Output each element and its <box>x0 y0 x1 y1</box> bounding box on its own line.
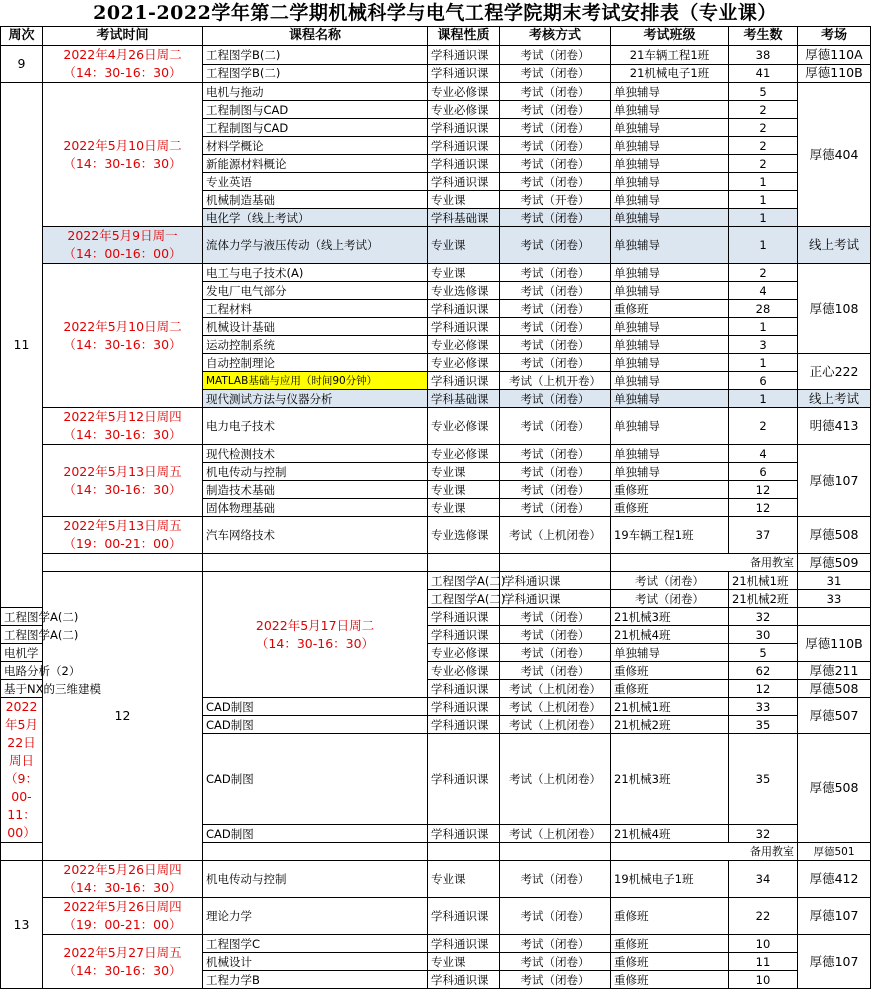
course-nature: 学科基础课 <box>428 390 500 408</box>
student-count: 22 <box>729 898 798 935</box>
course-nature: 学科通识课 <box>428 300 500 318</box>
exam-room: 线上考试 <box>798 390 871 408</box>
assessment: 考试（闭卷） <box>500 264 611 282</box>
exam-class: 单独辅导 <box>611 318 729 336</box>
course-name: 工程图学A(二) <box>1 626 43 644</box>
course-nature: 学科通识课 <box>428 971 500 989</box>
course-nature: 学科通识课 <box>428 155 500 173</box>
course-nature: 学科通识课 <box>428 698 500 716</box>
assessment: 考试（闭卷） <box>500 662 611 680</box>
student-count: 62 <box>729 662 798 680</box>
course-nature: 专业必修课 <box>428 662 500 680</box>
course-nature: 专业课 <box>428 499 500 517</box>
course-name: CAD制图 <box>203 716 428 734</box>
exam-class: 单独辅导 <box>611 463 729 481</box>
table-row <box>1 46 871 65</box>
exam-room: 厚德507 <box>798 698 871 734</box>
exam-class: 21车辆工程1班 <box>611 46 729 65</box>
course-name: 理论力学 <box>203 898 428 935</box>
course-name: 汽车网络技术 <box>203 517 428 554</box>
exam-class: 21机械1班 <box>729 572 798 590</box>
student-count: 2 <box>729 119 798 137</box>
student-count: 1 <box>729 173 798 191</box>
assessment: 考试（闭卷） <box>500 300 611 318</box>
course-nature: 学科通识课 <box>428 119 500 137</box>
course-name: 基于NX的三维建模 <box>1 680 43 698</box>
exam-class: 单独辅导 <box>611 191 729 209</box>
course-name: 工程图学C <box>203 935 428 953</box>
assessment: 考试（闭卷） <box>500 155 611 173</box>
course-nature: 学科通识课 <box>428 680 500 698</box>
exam-room: 厚德110A <box>798 46 871 65</box>
exam-room: 厚德211 <box>798 662 871 680</box>
assessment: 考试（闭卷） <box>500 390 611 408</box>
exam-class: 19机械电子1班 <box>611 861 729 898</box>
page-title: 2021-2022学年第二学期机械科学与电气工程学院期末考试安排表（专业课） <box>93 2 777 24</box>
exam-class: 单独辅导 <box>611 209 729 227</box>
course-nature: 学科通识课 <box>428 935 500 953</box>
student-count: 2 <box>729 101 798 119</box>
assessment: 考试（闭卷） <box>500 318 611 336</box>
exam-time: 2022年4月26日周二 （14：30-16：30） <box>43 46 203 83</box>
assessment: 考试（闭卷） <box>500 209 611 227</box>
course-nature: 学科通识课 <box>428 318 500 336</box>
course-name: 制造技术基础 <box>203 481 428 499</box>
course-nature: 专业必修课 <box>428 408 500 445</box>
assessment: 考试（闭卷） <box>611 572 729 590</box>
exam-class: 单独辅导 <box>611 354 729 372</box>
course-nature: 专业课 <box>428 463 500 481</box>
course-nature: 学科通识课 <box>428 734 500 825</box>
exam-class: 重修班 <box>611 935 729 953</box>
assessment: 考试（闭卷） <box>500 64 611 83</box>
exam-room: 厚德508 <box>798 680 871 698</box>
course-name: 机电传动与控制 <box>203 861 428 898</box>
exam-class: 单独辅导 <box>611 408 729 445</box>
table-row <box>1 83 871 101</box>
table-row <box>1 264 871 282</box>
student-count: 1 <box>729 209 798 227</box>
exam-time: 2022年5月9日周一 （14：00-16：00） <box>43 227 203 264</box>
assessment: 考试（上机闭卷） <box>500 698 611 716</box>
course-nature: 专业课 <box>428 191 500 209</box>
assessment: 考试（上机闭卷） <box>500 716 611 734</box>
student-count: 33 <box>729 698 798 716</box>
course-nature: 学科通识课 <box>428 608 500 626</box>
exam-class: 21机械3班 <box>611 734 729 825</box>
table-row <box>1 935 871 953</box>
exam-class: 21机械2班 <box>729 590 798 608</box>
assessment: 考试（上机闭卷） <box>500 680 611 698</box>
course-name: 工程图学A(二) <box>428 590 500 608</box>
table-row <box>1 408 871 445</box>
assessment: 考试（上机闭卷） <box>500 734 611 825</box>
exam-time: 2022年5月10日周二 （14：30-16：30） <box>43 83 203 227</box>
exam-class: 单独辅导 <box>611 445 729 463</box>
course-nature: 学科基础课 <box>428 209 500 227</box>
course-nature: 专业必修课 <box>428 445 500 463</box>
table-row <box>1 445 871 463</box>
student-count: 10 <box>729 971 798 989</box>
assessment: 考试（闭卷） <box>500 46 611 65</box>
header-course: 课程名称 <box>203 27 428 46</box>
exam-class: 19车辆工程1班 <box>611 517 729 554</box>
exam-class: 重修班 <box>611 300 729 318</box>
course-nature: 学科通识课 <box>428 716 500 734</box>
student-count: 33 <box>798 590 871 608</box>
student-count: 6 <box>729 372 798 390</box>
exam-time: 2022年5月17日周二 （14：30-16：30） <box>203 572 428 698</box>
assessment: 考试（闭卷） <box>500 499 611 517</box>
course-nature: 学科通识课 <box>428 825 500 843</box>
header-week: 周次 <box>1 27 43 46</box>
header-room: 考场 <box>798 27 871 46</box>
student-count: 12 <box>729 680 798 698</box>
exam-room: 厚德107 <box>798 898 871 935</box>
exam-schedule-table <box>0 26 871 989</box>
course-nature: 学科通识课 <box>428 64 500 83</box>
header-nature: 课程性质 <box>428 27 500 46</box>
course-name: 专业英语 <box>203 173 428 191</box>
course-name: 运动控制系统 <box>203 336 428 354</box>
spare-room-label: 备用教室 <box>611 554 798 572</box>
course-name: 工程制图与CAD <box>203 119 428 137</box>
exam-class: 单独辅导 <box>611 390 729 408</box>
student-count: 2 <box>729 137 798 155</box>
course-name: CAD制图 <box>203 698 428 716</box>
course-name: 发电厂电气部分 <box>203 282 428 300</box>
student-count: 32 <box>729 825 798 843</box>
student-count: 2 <box>729 408 798 445</box>
course-name: 电化学（线上考试） <box>203 209 428 227</box>
exam-class: 重修班 <box>611 680 729 698</box>
course-nature: 学科通识课 <box>500 572 611 590</box>
student-count: 2 <box>729 155 798 173</box>
course-name: 电力电子技术 <box>203 408 428 445</box>
student-count: 10 <box>729 935 798 953</box>
week-cell: 9 <box>1 46 43 83</box>
course-name: 材料学概论 <box>203 137 428 155</box>
course-nature: 专业必修课 <box>428 101 500 119</box>
assessment: 考试（闭卷） <box>500 137 611 155</box>
exam-room: 厚德108 <box>798 264 871 354</box>
course-name: 电机学 <box>1 644 43 662</box>
student-count: 35 <box>729 716 798 734</box>
assessment: 考试（闭卷） <box>500 354 611 372</box>
exam-class: 重修班 <box>611 662 729 680</box>
assessment: 考试（闭卷） <box>500 608 611 626</box>
student-count: 12 <box>729 481 798 499</box>
student-count: 2 <box>729 264 798 282</box>
exam-class: 重修班 <box>611 499 729 517</box>
course-nature: 学科通识课 <box>428 372 500 390</box>
exam-class: 单独辅导 <box>611 282 729 300</box>
exam-class: 单独辅导 <box>611 155 729 173</box>
course-name: 现代检测技术 <box>203 445 428 463</box>
table-row <box>1 517 871 554</box>
course-nature: 学科通识课 <box>428 626 500 644</box>
exam-room: 厚德110B <box>798 626 871 662</box>
student-count: 12 <box>729 499 798 517</box>
exam-class: 单独辅导 <box>611 137 729 155</box>
exam-time: 2022年5月26日周四 （14：30-16：30） <box>43 861 203 898</box>
course-nature: 专业必修课 <box>428 336 500 354</box>
week-cell: 12 <box>43 572 203 861</box>
course-name: 工程图学A(二) <box>1 608 43 626</box>
assessment: 考试（闭卷） <box>500 463 611 481</box>
student-count: 11 <box>729 953 798 971</box>
exam-class: 重修班 <box>611 898 729 935</box>
assessment: 考试（闭卷） <box>500 101 611 119</box>
assessment: 考试（闭卷） <box>500 83 611 101</box>
course-name: 工程图学B(二) <box>203 64 428 83</box>
header-class: 考试班级 <box>611 27 729 46</box>
exam-class: 21机械2班 <box>611 716 729 734</box>
course-name: 工程材料 <box>203 300 428 318</box>
student-count: 41 <box>729 64 798 83</box>
exam-class: 重修班 <box>611 971 729 989</box>
student-count: 32 <box>729 608 798 626</box>
exam-time: 2022年5月13日周五 （19：00-21：00） <box>43 517 203 554</box>
student-count: 37 <box>729 517 798 554</box>
exam-class: 21机械电子1班 <box>611 64 729 83</box>
student-count: 38 <box>729 46 798 65</box>
assessment: 考试（闭卷） <box>500 445 611 463</box>
table-row <box>1 572 871 590</box>
exam-class: 单独辅导 <box>611 336 729 354</box>
exam-room: 明德413 <box>798 408 871 445</box>
course-name: 固体物理基础 <box>203 499 428 517</box>
week-cell: 13 <box>1 861 43 989</box>
course-name: 工程力学B <box>203 971 428 989</box>
student-count: 1 <box>729 354 798 372</box>
exam-class: 单独辅导 <box>611 101 729 119</box>
assessment: 考试（闭卷） <box>500 935 611 953</box>
student-count: 4 <box>729 445 798 463</box>
course-nature: 专业课 <box>428 264 500 282</box>
exam-class: 单独辅导 <box>611 173 729 191</box>
course-nature: 学科通识课 <box>428 46 500 65</box>
exam-class: 重修班 <box>611 481 729 499</box>
exam-class: 单独辅导 <box>611 644 729 662</box>
assessment: 考试（闭卷） <box>500 336 611 354</box>
spare-room-row <box>1 554 871 572</box>
course-name: 现代测试方法与仪器分析 <box>203 390 428 408</box>
exam-class: 重修班 <box>611 953 729 971</box>
course-name: 电路分析（2） <box>1 662 43 680</box>
student-count: 1 <box>729 191 798 209</box>
exam-time: 2022年5月13日周五 （14：30-16：30） <box>43 445 203 517</box>
student-count: 34 <box>729 861 798 898</box>
assessment: 考试（上机开卷） <box>500 372 611 390</box>
course-name: 机械制造基础 <box>203 191 428 209</box>
course-nature: 专业选修课 <box>428 517 500 554</box>
course-nature: 专业选修课 <box>428 282 500 300</box>
student-count: 1 <box>729 318 798 336</box>
assessment: 考试（开卷） <box>500 191 611 209</box>
exam-class: 单独辅导 <box>611 119 729 137</box>
exam-room: 厚德107 <box>798 935 871 989</box>
course-name: 机械设计 <box>203 953 428 971</box>
exam-room: 厚德508 <box>798 517 871 554</box>
exam-room: 线上考试 <box>798 227 871 264</box>
exam-class: 单独辅导 <box>611 372 729 390</box>
student-count: 4 <box>729 282 798 300</box>
course-name: 流体力学与液压传动（线上考试） <box>203 227 428 264</box>
assessment: 考试（闭卷） <box>500 861 611 898</box>
assessment: 考试（闭卷） <box>500 119 611 137</box>
assessment: 考试（闭卷） <box>500 282 611 300</box>
exam-time: 2022年5月27日周五 （14：30-16：30） <box>43 935 203 989</box>
exam-room: 厚德107 <box>798 445 871 517</box>
student-count: 5 <box>729 644 798 662</box>
student-count: 1 <box>729 390 798 408</box>
assessment: 考试（闭卷） <box>500 227 611 264</box>
course-nature: 学科通识课 <box>428 898 500 935</box>
student-count: 30 <box>729 626 798 644</box>
assessment: 考试（闭卷） <box>500 971 611 989</box>
assessment: 考试（闭卷） <box>500 626 611 644</box>
course-nature: 专业必修课 <box>428 83 500 101</box>
exam-room: 厚德501 <box>798 843 871 861</box>
course-nature: 专业课 <box>428 953 500 971</box>
assessment: 考试（闭卷） <box>500 644 611 662</box>
assessment: 考试（闭卷） <box>500 408 611 445</box>
course-name: 新能源材料概论 <box>203 155 428 173</box>
exam-class: 21机械4班 <box>611 825 729 843</box>
exam-time: 2022年5月22日周日 （9：00-11：00） <box>1 698 43 843</box>
header-count: 考生数 <box>729 27 798 46</box>
table-header <box>1 27 871 46</box>
assessment: 考试（上机闭卷） <box>500 517 611 554</box>
course-nature: 学科通识课 <box>428 173 500 191</box>
course-name: CAD制图 <box>203 825 428 843</box>
assessment: 考试（闭卷） <box>500 898 611 935</box>
course-name: 工程图学A(二) <box>428 572 500 590</box>
assessment: 考试（闭卷） <box>500 173 611 191</box>
exam-class: 21机械3班 <box>611 608 729 626</box>
course-name: MATLAB基础与应用（时间90分钟） <box>203 372 428 390</box>
week-cell: 11 <box>1 83 43 608</box>
exam-room: 正心222 <box>798 354 871 390</box>
table-row <box>1 861 871 898</box>
course-nature: 专业必修课 <box>428 644 500 662</box>
table-row <box>1 227 871 264</box>
assessment: 考试（闭卷） <box>611 590 729 608</box>
course-nature: 学科通识课 <box>500 590 611 608</box>
exam-room: 厚德404 <box>798 83 871 227</box>
exam-room: 厚德509 <box>798 554 871 572</box>
course-name: 自动控制理论 <box>203 354 428 372</box>
course-nature: 专业课 <box>428 481 500 499</box>
exam-class: 单独辅导 <box>611 83 729 101</box>
spare-room-label: 备用教室 <box>611 843 798 861</box>
assessment: 考试（闭卷） <box>500 953 611 971</box>
student-count: 35 <box>729 734 798 825</box>
course-name: 工程图学B(二) <box>203 46 428 65</box>
student-count: 3 <box>729 336 798 354</box>
student-count: 31 <box>798 572 871 590</box>
exam-class: 单独辅导 <box>611 264 729 282</box>
exam-time: 2022年5月12日周四 （14：30-16：30） <box>43 408 203 445</box>
course-name: 电工与电子技术(A) <box>203 264 428 282</box>
exam-class: 21机械1班 <box>611 698 729 716</box>
course-nature: 专业必修课 <box>428 354 500 372</box>
student-count: 1 <box>729 227 798 264</box>
course-name: 工程制图与CAD <box>203 101 428 119</box>
table-row <box>1 898 871 935</box>
assessment: 考试（闭卷） <box>500 481 611 499</box>
course-name: 机电传动与控制 <box>203 463 428 481</box>
header-assessment: 考核方式 <box>500 27 611 46</box>
exam-room: 厚德110B <box>798 64 871 83</box>
exam-time: 2022年5月26日周四 （19：00-21：00） <box>43 898 203 935</box>
exam-class: 单独辅导 <box>611 227 729 264</box>
student-count: 5 <box>729 83 798 101</box>
course-name: CAD制图 <box>203 734 428 825</box>
student-count: 6 <box>729 463 798 481</box>
exam-time: 2022年5月10日周二 （14：30-16：30） <box>43 264 203 408</box>
course-name: 机械设计基础 <box>203 318 428 336</box>
course-nature: 专业课 <box>428 861 500 898</box>
exam-class: 21机械4班 <box>611 626 729 644</box>
exam-room: 厚德508 <box>798 734 871 843</box>
course-name: 电机与拖动 <box>203 83 428 101</box>
course-nature: 学科通识课 <box>428 137 500 155</box>
student-count: 28 <box>729 300 798 318</box>
assessment: 考试（上机闭卷） <box>500 825 611 843</box>
exam-room: 厚德412 <box>798 861 871 898</box>
course-nature: 专业课 <box>428 227 500 264</box>
header-time: 考试时间 <box>43 27 203 46</box>
